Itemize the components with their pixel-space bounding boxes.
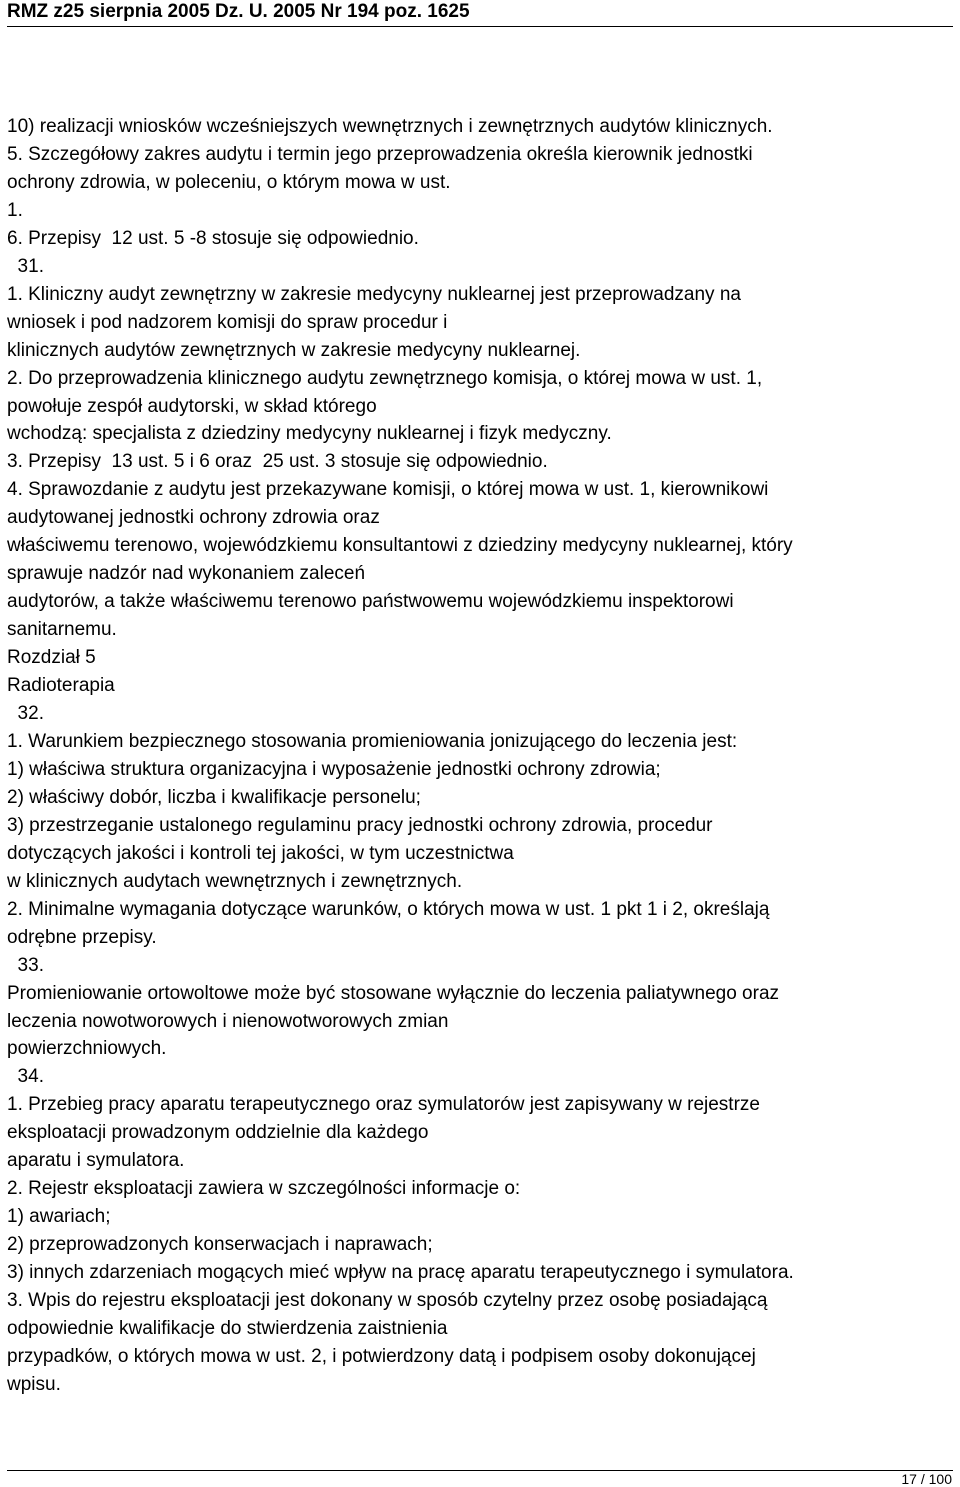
- text-line: 33.: [7, 954, 44, 976]
- text-line: eksploatacji prowadzonym oddzielnie dla każdego: [7, 1122, 429, 1144]
- text-line: dotyczących jakości i kontroli tej jakości, w tym uczestnictwa: [7, 842, 514, 864]
- text-line: 3) przestrzeganie ustalonego regulaminu pracy jednostki ochrony zdrowia, procedur: [7, 814, 713, 836]
- page-number: 17 / 100: [901, 1471, 952, 1487]
- text-line: audytorów, a także właściwemu terenowo państwowemu wojewódzkiemu inspektorowi: [7, 591, 734, 613]
- text-line: sanitarnemu.: [7, 619, 117, 641]
- text-line: 34.: [7, 1066, 44, 1088]
- footer-divider: [7, 1470, 953, 1471]
- text-line: odpowiednie kwalifikacje do stwierdzenia zaistnienia: [7, 1317, 448, 1339]
- text-line: Radioterapia: [7, 675, 115, 697]
- text-line: 4. Sprawozdanie z audytu jest przekazywane komisji, o której mowa w ust. 1, kierownikowi: [7, 479, 769, 501]
- text-line: 5. Szczegółowy zakres audytu i termin jego przeprowadzenia określa kierownik jednostki: [7, 143, 753, 165]
- text-line: 2. Minimalne wymagania dotyczące warunków, o których mowa w ust. 1 pkt 1 i 2, określają: [7, 898, 770, 920]
- text-line: 2. Do przeprowadzenia klinicznego audytu zewnętrznego komisja, o której mowa w ust. 1,: [7, 367, 763, 389]
- document-header: RMZ z25 sierpnia 2005 Dz. U. 2005 Nr 194 poz. 1625: [7, 1, 470, 22]
- text-line: w klinicznych audytach wewnętrznych i zewnętrznych.: [7, 870, 463, 892]
- text-line: aparatu i symulatora.: [7, 1150, 185, 1172]
- text-line: właściwemu terenowo, wojewódzkiemu konsultantowi z dziedziny medycyny nuklearnej, który: [7, 535, 793, 557]
- text-line: 1. Przebieg pracy aparatu terapeutycznego oraz symulatorów jest zapisywany w rejestrze: [7, 1094, 760, 1116]
- text-line: 2) właściwy dobór, liczba i kwalifikacje personelu;: [7, 786, 421, 808]
- text-line: 32.: [7, 703, 44, 725]
- text-line: 1) awariach;: [7, 1206, 111, 1228]
- text-line: 2. Rejestr eksploatacji zawiera w szczególności informacje o:: [7, 1178, 521, 1200]
- text-line: Rozdział 5: [7, 647, 96, 669]
- text-line: przypadków, o których mowa w ust. 2, i potwierdzony datą i podpisem osoby dokonującej: [7, 1345, 756, 1367]
- text-line: 3. Wpis do rejestru eksploatacji jest dokonany w sposób czytelny przez osobę posiadającą: [7, 1290, 768, 1312]
- text-line: 1. Kliniczny audyt zewnętrzny w zakresie medycyny nuklearnej jest przeprowadzany na: [7, 283, 741, 305]
- document-body: [7, 113, 955, 1399]
- text-line: klinicznych audytów zewnętrznych w zakresie medycyny nuklearnej.: [7, 339, 581, 361]
- text-line: sprawuje nadzór nad wykonaniem zaleceń: [7, 563, 366, 585]
- header-divider: [7, 26, 953, 27]
- text-line: 6. Przepisy 12 ust. 5 -8 stosuje się odpowiednio.: [7, 227, 419, 249]
- text-line: powołuje zespół audytorski, w skład którego: [7, 395, 377, 417]
- text-line: 10) realizacji wniosków wcześniejszych wewnętrznych i zewnętrznych audytów klinicznych.: [7, 116, 773, 137]
- text-line: 1.: [7, 199, 23, 221]
- text-line: wniosek i pod nadzorem komisji do spraw procedur i: [7, 311, 448, 333]
- text-line: leczenia nowotworowych i nienowotworowych zmian: [7, 1010, 449, 1032]
- text-line: 3. Przepisy 13 ust. 5 i 6 oraz 25 ust. 3 stosuje się odpowiednio.: [7, 451, 548, 473]
- text-line: audytowanej jednostki ochrony zdrowia oraz: [7, 507, 380, 529]
- text-line: powierzchniowych.: [7, 1038, 167, 1060]
- text-line: ochrony zdrowia, w poleceniu, o którym mowa w ust.: [7, 171, 451, 193]
- text-line: 2) przeprowadzonych konserwacjach i naprawach;: [7, 1234, 433, 1256]
- text-line: Promieniowanie ortowoltowe może być stosowane wyłącznie do leczenia paliatywnego oraz: [7, 982, 780, 1004]
- text-line: 31.: [7, 255, 44, 277]
- text-line: odrębne przepisy.: [7, 926, 157, 948]
- text-line: wpisu.: [7, 1373, 61, 1395]
- text-line: 3) innych zdarzeniach mogących mieć wpływ na pracę aparatu terapeutycznego i symulatora.: [7, 1262, 794, 1284]
- text-line: 1) właściwa struktura organizacyjna i wyposażenie jednostki ochrony zdrowia;: [7, 758, 661, 780]
- text-line: wchodzą: specjalista z dziedziny medycyny nuklearnej i fizyk medyczny.: [7, 423, 612, 445]
- text-line: 1. Warunkiem bezpiecznego stosowania promieniowania jonizującego do leczenia jest:: [7, 730, 738, 752]
